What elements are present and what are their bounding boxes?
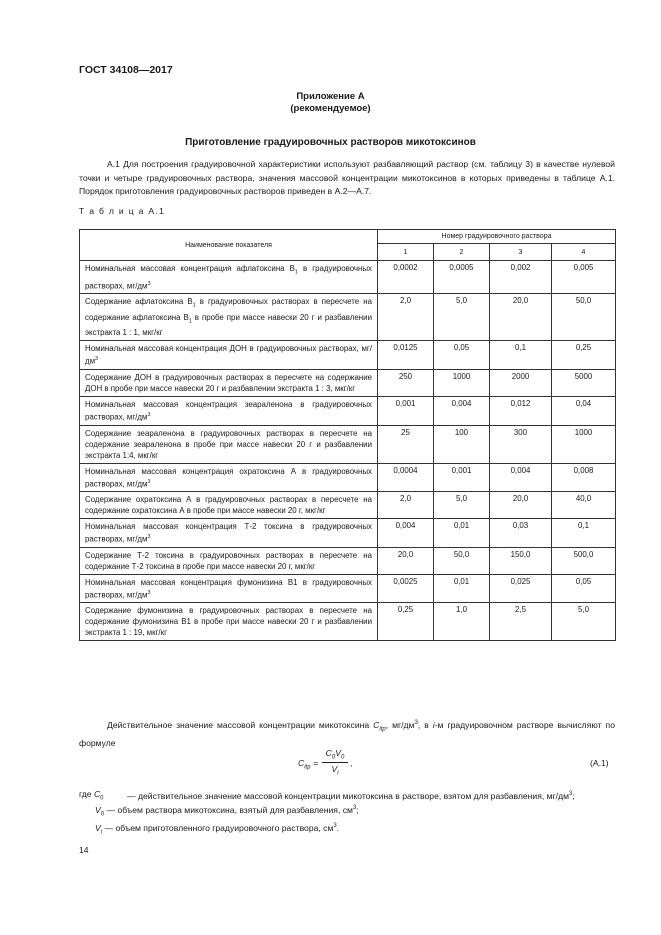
- value-cell: 1000: [552, 425, 616, 463]
- value-cell: 5000: [552, 369, 616, 396]
- appendix-title: Приложение А: [296, 91, 365, 102]
- formula-numerator: $C_0V_0$: [322, 748, 348, 763]
- column-number: 1: [378, 244, 434, 261]
- table-row: [80, 547, 616, 574]
- value-cell: 0,0125: [378, 341, 434, 370]
- table-row: [80, 369, 616, 396]
- value-cell: 0,008: [552, 463, 616, 492]
- formula-fraction: [322, 748, 348, 776]
- table-row: [80, 603, 616, 641]
- definition-v0: $V_0$ — объем раствора микотоксина, взятый для разбавления, $см^3$;: [95, 804, 359, 818]
- value-cell: 500,0: [552, 547, 616, 574]
- value-cell: 0,0002: [378, 261, 434, 294]
- value-cell: 5,0: [434, 294, 490, 341]
- formula-lhs: $C_{itр}$ =: [298, 758, 318, 771]
- value-cell: 5,0: [434, 492, 490, 519]
- indicator-name: Содержание охратоксина А в градуировочных растворах в пересчете на содержание охратоксина А в пробе при массе навески 20 г, мкг/кг: [80, 492, 378, 519]
- value-cell: 300: [490, 425, 552, 463]
- value-cell: 150,0: [490, 547, 552, 574]
- value-cell: 0,0005: [434, 261, 490, 294]
- table-row: [80, 425, 616, 463]
- value-cell: 0,012: [490, 396, 552, 425]
- value-cell: 0,01: [434, 519, 490, 548]
- value-cell: 0,25: [552, 341, 616, 370]
- value-cell: 5,0: [552, 603, 616, 641]
- table-header-row: [80, 230, 616, 244]
- intro-paragraph: [79, 158, 615, 199]
- value-cell: 1000: [434, 369, 490, 396]
- column-number: 3: [490, 244, 552, 261]
- intro-text: А.1 Для построения градуировочной характеристики используют разбавляющий раствор (см. таблицу 3) в качестве нулевой точки и четыре градуировочных раствора, значения массовой концентрации микотоксинов в которых приведены в таблице А.1. Порядок приготовления градуировочных растворов приведен в А.2—А.7.: [79, 159, 615, 196]
- formula-intro-text: Действительное значение массовой концентрации микотоксина $C_{itр}$, $мг/дм^3$, в i-м градуировочном растворе вычисляют по формуле: [79, 719, 615, 749]
- indicator-name: Номинальная массовая концентрация Т-2 токсина в градуировочных растворах, $мг/дм^3$: [80, 519, 378, 548]
- column-number: 2: [434, 244, 490, 261]
- value-cell: 0,0025: [378, 574, 434, 603]
- value-cell: 40,0: [552, 492, 616, 519]
- definition-vi: $V_i$ — объем приготовленного градуировочного раствора, $см^3$.: [95, 823, 340, 837]
- value-cell: 0,1: [552, 519, 616, 548]
- calibration-table: [79, 229, 616, 641]
- value-cell: 0,025: [490, 574, 552, 603]
- value-cell: 0,03: [490, 519, 552, 548]
- value-cell: 2000: [490, 369, 552, 396]
- indicator-name: Номинальная массовая концентрация зеараленона в градуировочных растворах, $мг/дм^3$: [80, 396, 378, 425]
- value-cell: 0,01: [434, 574, 490, 603]
- value-cell: 2,0: [378, 492, 434, 519]
- indicator-name: Номинальная массовая концентрация афлатоксина $B_1$ в градуировочных растворах, $мг/дм^3$: [80, 261, 378, 294]
- value-cell: 50,0: [552, 294, 616, 341]
- formula-denominator: $V_i$: [331, 763, 339, 777]
- indicator-name: Содержание фумонизина в градуировочных растворах в пересчете на содержание фумонизина В1 в пробе при массе навески 20 г и разбавлении экстракта 1 : 19, мкг/кг: [80, 603, 378, 641]
- page-number: 14: [79, 845, 89, 855]
- indicator-name: Содержание зеараленона в градуировочных растворах в пересчете на содержание зеараленона в пробе при массе навески 20 г и разбавлении экстракта 1:4, мкг/кг: [80, 425, 378, 463]
- table-row: [80, 574, 616, 603]
- table-row: [80, 396, 616, 425]
- value-cell: 100: [434, 425, 490, 463]
- definition-c0: где $C_0$ — действительное значение массовой концентрации микотоксина в растворе, взятом для разбавления, $мг/дм^3$;: [79, 789, 575, 802]
- formula-intro: [79, 717, 615, 751]
- formula-number: (А.1): [590, 758, 609, 768]
- value-cell: 0,002: [490, 261, 552, 294]
- appendix-status: (рекомендуемое): [290, 103, 371, 114]
- value-cell: 20,0: [378, 547, 434, 574]
- value-cell: 2,0: [378, 294, 434, 341]
- value-cell: 0,004: [378, 519, 434, 548]
- value-cell: 0,004: [434, 396, 490, 425]
- value-cell: 50,0: [434, 547, 490, 574]
- section-title: Приготовление градуировочных растворов микотоксинов: [185, 137, 476, 148]
- indicator-name: Содержание Т-2 токсина в градуировочных растворах в пересчете на содержание Т-2 токсина в пробе при массе навески 20 г, мкг/кг: [80, 547, 378, 574]
- indicator-name: Номинальная массовая концентрация ДОН в градуировочных растворах, $мг/дм^3$: [80, 341, 378, 370]
- table-row: [80, 341, 616, 370]
- header-indicator-name: Наименование показателя: [80, 230, 378, 261]
- table-row: [80, 463, 616, 492]
- table-caption: Т а б л и ц а А.1: [79, 206, 166, 216]
- indicator-name: Содержание ДОН в градуировочных растворах в пересчете на содержание ДОН в пробе при массе навески 20 г и разбавлении экстракта 1 : 3, мкг/кг: [80, 369, 378, 396]
- value-cell: 250: [378, 369, 434, 396]
- appendix-heading: [0, 91, 661, 115]
- value-cell: 0,005: [552, 261, 616, 294]
- formula-definitions: [79, 788, 615, 839]
- value-cell: 0,04: [552, 396, 616, 425]
- value-cell: 20,0: [490, 492, 552, 519]
- value-cell: 0,004: [490, 463, 552, 492]
- table-body: [80, 261, 616, 641]
- value-cell: 0,1: [490, 341, 552, 370]
- standard-header: ГОСТ 34108—2017: [79, 64, 173, 76]
- value-cell: 0,0004: [378, 463, 434, 492]
- value-cell: 0,25: [378, 603, 434, 641]
- value-cell: 25: [378, 425, 434, 463]
- header-solution-number: Номер градуировочного раствора: [378, 230, 616, 244]
- formula-comma: ,: [350, 758, 353, 768]
- value-cell: 0,001: [378, 396, 434, 425]
- table-row: [80, 261, 616, 294]
- value-cell: 1,0: [434, 603, 490, 641]
- indicator-name: Номинальная массовая концентрация охратоксина А в градуировочных растворах, $мг/дм^3$: [80, 463, 378, 492]
- table-row: [80, 519, 616, 548]
- value-cell: 0,001: [434, 463, 490, 492]
- table-row: [80, 294, 616, 341]
- column-number: 4: [552, 244, 616, 261]
- indicator-name: Содержание афлатоксина $B_1$ в градуировочных растворах в пересчете на содержание афлатоксина $B_1$ в пробе при массе навески 20 г и разбавлении экстракта 1 : 1, мкг/кг: [80, 294, 378, 341]
- value-cell: 2,5: [490, 603, 552, 641]
- value-cell: 0,05: [434, 341, 490, 370]
- value-cell: 20,0: [490, 294, 552, 341]
- value-cell: 0,05: [552, 574, 616, 603]
- indicator-name: Номинальная массовая концентрация фумонизина В1 в градуировочных растворах, $мг/дм^3$: [80, 574, 378, 603]
- table-row: [80, 492, 616, 519]
